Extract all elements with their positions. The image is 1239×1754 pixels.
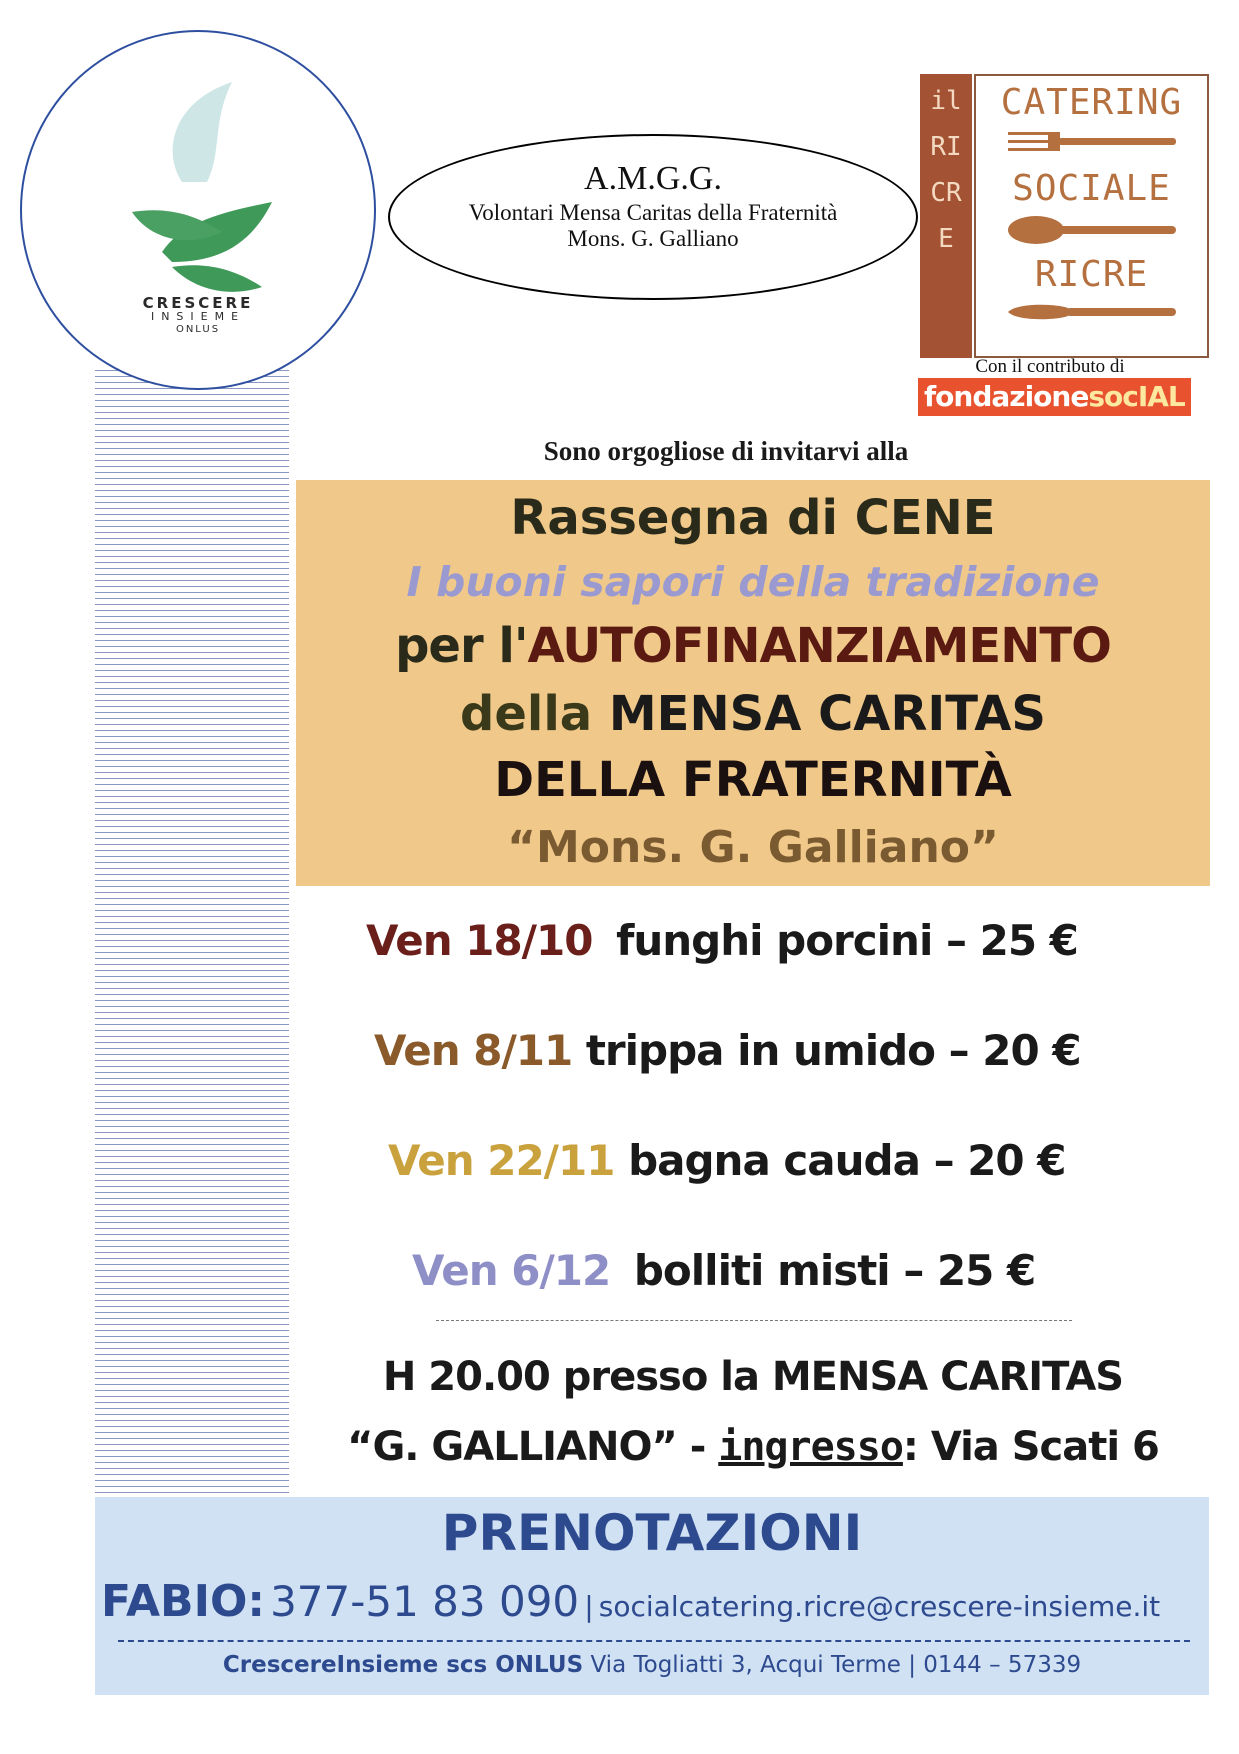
crescere-insieme-logo bbox=[20, 30, 376, 390]
menu-item bbox=[388, 1136, 1066, 1185]
crescere-logo-line2: INSIEME bbox=[150, 310, 246, 323]
headline-line4-emph: MENSA CARITAS bbox=[608, 686, 1046, 742]
booking-divider bbox=[118, 1640, 1190, 1642]
ricre-box bbox=[974, 74, 1209, 358]
booking-phone[interactable]: 377-51 83 090 bbox=[270, 1577, 580, 1626]
headline-line3-emph: AUTOFINANZIAMENTO bbox=[527, 618, 1111, 674]
location-venue: “G. GALLIANO” - bbox=[347, 1424, 719, 1470]
spoon-icon bbox=[1008, 214, 1176, 246]
menu-item bbox=[412, 1246, 1035, 1295]
amgg-line3: Mons. G. Galliano bbox=[567, 226, 739, 251]
ricre-band bbox=[920, 74, 972, 358]
booking-name: FABIO: bbox=[101, 1576, 265, 1627]
booking-title: PRENOTAZIONI bbox=[441, 1504, 863, 1562]
menu-dish: bagna cauda – 20 € bbox=[628, 1136, 1066, 1185]
striped-decor-bar bbox=[95, 370, 289, 1500]
menu-dish: funghi porcini – 25 € bbox=[616, 916, 1078, 965]
location-ingresso: ingresso bbox=[718, 1424, 903, 1470]
knife-icon bbox=[1008, 302, 1176, 322]
ricre-catering-word: CATERING bbox=[1000, 82, 1183, 123]
menu-date: Ven 6/12 bbox=[412, 1246, 611, 1295]
fork-icon bbox=[1008, 130, 1176, 152]
headline-line4-prefix: della bbox=[459, 686, 609, 742]
headline-line3 bbox=[296, 618, 1210, 674]
crescere-logo-line3: ONLUS bbox=[175, 324, 221, 335]
amgg-line2: Volontari Mensa Caritas della Fraternità bbox=[468, 200, 838, 225]
leaf-graphic-icon bbox=[112, 62, 282, 302]
ricre-catering-logo bbox=[920, 74, 1209, 358]
org-name: CrescereInsieme scs ONLUS bbox=[222, 1652, 584, 1678]
invite-text: Sono orgogliose di invitarvi alla bbox=[543, 436, 909, 466]
menu-divider bbox=[436, 1320, 1072, 1321]
menu-item bbox=[366, 916, 1078, 965]
menu-date: Ven 8/11 bbox=[374, 1026, 573, 1075]
ricre-ricre-word: RICRE bbox=[1034, 254, 1149, 295]
headline-line1: Rassegna di CENE bbox=[510, 490, 996, 546]
headline-line4 bbox=[296, 686, 1210, 742]
menu-date: Ven 22/11 bbox=[388, 1136, 615, 1185]
menu-item bbox=[374, 1026, 1081, 1075]
social-word: socIAL bbox=[1088, 380, 1185, 413]
menu-dish: trippa in umido – 20 € bbox=[585, 1026, 1081, 1075]
headline-line3-prefix: per l' bbox=[395, 618, 528, 674]
headline-line5: DELLA FRATERNITÀ bbox=[494, 752, 1012, 808]
fondazione-social-logo bbox=[918, 378, 1191, 416]
booking-email[interactable]: socialcatering.ricre@crescere-insieme.it bbox=[598, 1590, 1161, 1623]
crescere-logo-line1: CRESCERE bbox=[142, 294, 254, 312]
menu-dish: bolliti misti – 25 € bbox=[633, 1246, 1036, 1295]
headline-line6: “Mons. G. Galliano” bbox=[507, 822, 999, 873]
booking-separator: | bbox=[584, 1590, 594, 1623]
headline-subtitle: I buoni sapori della tradizione bbox=[406, 558, 1100, 606]
location-address: : Via Scati 6 bbox=[902, 1424, 1159, 1470]
amgg-logo bbox=[388, 134, 918, 300]
menu-date: Ven 18/10 bbox=[366, 916, 593, 965]
ricre-band-text: il RICRE bbox=[930, 86, 962, 254]
fondazione-word: fondazione bbox=[924, 380, 1089, 413]
location-line1: H 20.00 presso la MENSA CARITAS bbox=[382, 1354, 1124, 1400]
org-address: Via Togliatti 3, Acqui Terme | 0144 – 57339 bbox=[590, 1652, 1082, 1678]
contributo-text: Con il contributo di bbox=[975, 356, 1125, 377]
booking-contact-line bbox=[101, 1576, 1160, 1627]
location-line2 bbox=[296, 1424, 1210, 1470]
org-footer bbox=[95, 1652, 1209, 1678]
amgg-title: A.M.G.G. bbox=[584, 160, 722, 197]
ricre-sociale-word: SOCIALE bbox=[1012, 168, 1171, 209]
